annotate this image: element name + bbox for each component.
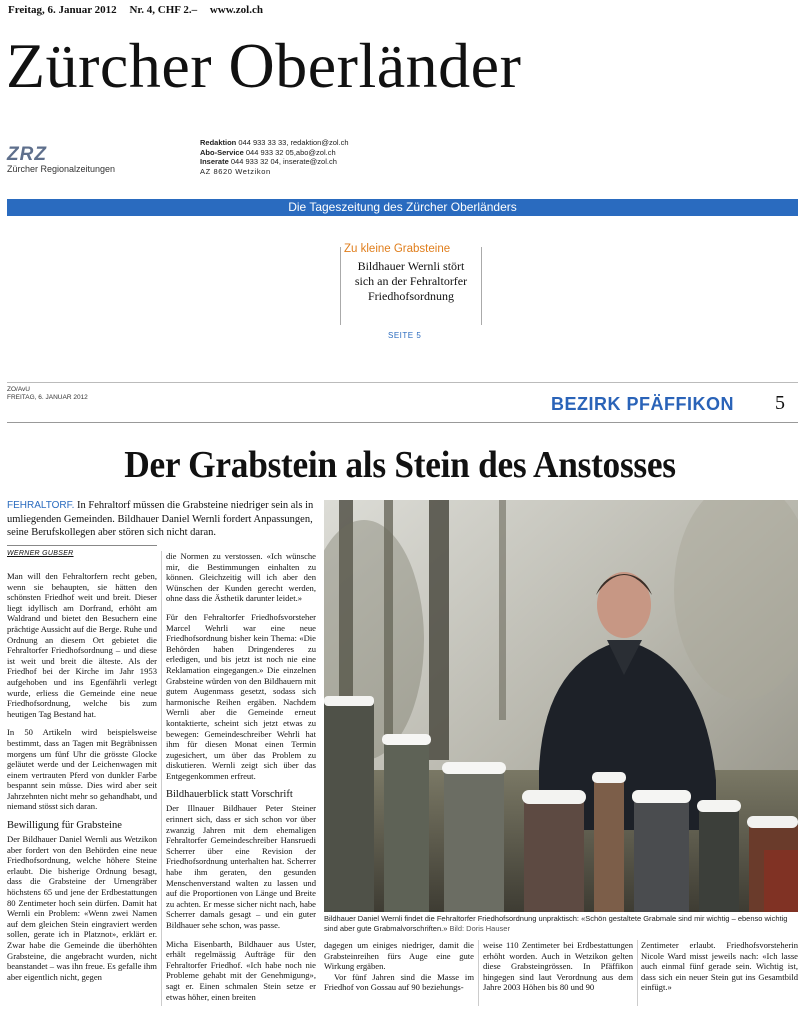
teaser-kicker: Zu kleine Grabsteine — [344, 243, 451, 255]
issue-number: Nr. 4, CHF 2.– — [129, 4, 198, 16]
dateline — [8, 4, 273, 16]
paragraph: Man will den Fehraltorfern recht geben, wenn sie behaupten, sie hätten den schönsten Friedhof weit und breit. Dieser liegt idyllisch am Dorfrand, erhöht am Waldrand und bietet den Besuchern eine prächtige Aussicht auf die Berge. Ruhe und Ordnung an diesem Ort gebietet die Fehraltorfer Friedhofsordnung – und diese ist weit und breit die älteste. Als der Friedhof bei der Kirche im Jahr 1953 aufgehoben und ins Egenfährli verlegt wurde, erliess die Gemeinde eine neue Friedhofsordnung, welche bis zum heutigen Tag Bestand hat. — [7, 571, 157, 719]
photo-credit: Bild: Doris Hauser — [449, 923, 510, 933]
issue-date: Freitag, 6. Januar 2012 — [8, 4, 117, 16]
zrz-logo — [7, 146, 115, 174]
subheading: Bildhauerblick statt Vorschrift — [166, 789, 293, 801]
contact-abo: Abo-Service 044 933 32 05,abo@zol.ch — [200, 147, 336, 157]
article-lead — [7, 499, 315, 540]
subheading: Bewilligung für Grabsteine — [7, 820, 122, 832]
header-rule — [7, 422, 798, 423]
paragraph: die Normen zu verstossen. «Ich wünsche mir, die Bestimmungen einhalten zu können. Gleichzeitig will ich aber den Wünschen der Kunden gerecht werden, ohne dass die Ästhetik darunter leidet.» — [166, 551, 316, 604]
newspaper-title: Zürcher Oberländer — [6, 30, 522, 101]
contact-redaktion: Redaktion 044 933 33 33, redaktion@zol.ch — [200, 138, 349, 147]
paragraph: Der Bildhauer Daniel Wernli aus Wetzikon aber fordert von den Behörden eine neue Friedhofsordnung, welche höhere Steine erlaubt. Die bisherige Ordnung besagt, dass die Grabsteine der Urnengräber höchstens 65 und jene der Erdbestattungen 80 Zentimeter hoch sein dürfen. Damit hat Wernli ein Problem: «Wenn zwei Namen auf dem gleichen Stein eingraviert werden sollen, gerate ich in Platznot», erklärt er. Zwar habe die Gemeinde die überhöhten Grabsteine, die angebracht wurden, nicht beanstandet – was ihn freue. Es gefalle ihm aber eigentlich nicht, gegen — [7, 834, 157, 982]
page-number: 5 — [775, 392, 785, 414]
paragraph: Der Illnauer Bildhauer Peter Steiner erinnert sich, dass er sich schon vor über zwanzig Jahren mit dem ehemaligen Fehraltorfer Gemeindeschreiber Hansruedi Scherrer über eine Revision der Friedhofsordnung unterhalten hat. Scherrer habe ihm geraten, den gesunden Menschenverstand walten zu lassen und auf die Proportionen von Länge und Breite zu achten. Er messe sicher nicht nach, habe Scherrer damals gesagt – und ein guter Bildhauer sehe schon, was passe. — [166, 803, 316, 930]
paragraph: Vor fünf Jahren sind die Masse im Friedhof von Gossau auf 90 beziehungs- — [324, 971, 474, 993]
paragraph: Für den Fehraltorfer Friedhofsvorsteher Marcel Wehrli war eine neue Friedhofsordnung bisher kein Thema: «Die Behörden haben Dringenderes zu erledigen, und bis jetzt ist noch nie eine Reklamation eingegangen.» Die einzelnen Grabsteine würden von den Bildhauern mit gutem Augenmass gesetzt, sodass sich harmonische Reihen ergäben. Nachdem Wernli aber die Gemeinde erneut kontaktierte, scheint sich jetzt etwas zu bewegen: Gemeindeschreiber Wehrli hat ihm für diesen Monat einen Termin zugesichert, um über das Problem zu diskutieren. Wernli zeigt sich über das Entgegenkommen erfreut. — [166, 611, 316, 781]
lead-text: In Fehraltorf müssen die Grabsteine niedriger sein als in umliegenden Gemeinden. Bildhauer Daniel Wernli fordert Anpassungen, seine Berufskollegen aber stören sich nicht daran. — [7, 500, 314, 538]
article-column-4 — [483, 940, 633, 993]
teaser-box[interactable] — [340, 241, 482, 327]
contact-block — [200, 138, 349, 176]
column-rule — [478, 940, 479, 1006]
postal-line: AZ 8620 Wetzikon — [200, 166, 271, 176]
photo-illustration — [324, 500, 798, 912]
article-column-2 — [166, 551, 316, 1010]
photo-caption — [324, 914, 798, 933]
article-headline: Der Grabstein als Stein des Anstosses — [124, 444, 676, 486]
teaser-text: Bildhauer Wernli stört sich an der Fehraltorfer Friedhofsordnung — [354, 259, 468, 303]
article-column-5 — [641, 940, 798, 993]
paragraph: Zentimeter erlaubt. Friedhofsvorsteherin Nicole Ward misst jeweils nach: «Ich lasse auch einmal fünf gerade sein. Wichtig ist, dass sich ein neuer Stein gut ins Gesamtbild einfügt.» — [641, 940, 798, 993]
teaser-page-ref[interactable]: SEITE 5 — [388, 331, 422, 340]
section-meta: ZO/AvU FREITAG, 6. JANUAR 2012 — [7, 386, 88, 401]
lead-place: FEHRALTORF. — [7, 500, 75, 511]
paragraph: weise 110 Zentimeter bei Erdbestattungen erhöht worden. Auch in Wetzikon gelten diese Grabsteingrössen. In Pfäffikon hingegen sind laut Verordnung aus dem Jahre 2003 Höhen bis 80 und 90 — [483, 940, 633, 993]
zrz-logo-letters: ZRZ — [7, 144, 47, 165]
website-link[interactable]: www.zol.ch — [209, 4, 263, 16]
article-column-3 — [324, 940, 474, 993]
paragraph: Micha Eisenbarth, Bildhauer aus Uster, erhält regelmässig Aufträge für den Fehraltorfer Friedhof. «Ich habe noch nie Probleme gehabt mit der Genehmigung», sagt er. Einen schmalen Stein setze er etwas höher, einen breiten — [166, 938, 316, 1002]
paragraph: In 50 Artikeln wird beispielsweise bestimmt, dass an Tagen mit Begräbnissen morgens um fünf Uhr die grösste Glocke geläutet werde und der Leichenwagen mit einem vertrauten Pferd von dunkler Farbe bespannt sein müsse. Dies wird aber seit Jahrzehnten nicht mehr so gehandhabt, und niemand stösst sich daran. — [7, 727, 157, 812]
contact-inserate: Inserate 044 933 32 04, inserate@zol.ch — [200, 157, 337, 166]
author-rule — [7, 545, 157, 546]
paragraph: dagegen um einiges niedriger, damit die Grabsteinreihen fürs Auge eine gute Wirkung ergäben. — [324, 940, 474, 972]
section-title: BEZIRK PFÄFFIKON — [551, 394, 734, 414]
article-author: WERNER GUBSER — [7, 550, 74, 557]
column-rule — [637, 940, 638, 1006]
zrz-logo-subtitle: Zürcher Regionalzeitungen — [7, 164, 116, 174]
article-column-1 — [7, 571, 157, 990]
tagline-bar: Die Tageszeitung des Zürcher Oberländers — [7, 199, 798, 216]
article-photo[interactable] — [324, 500, 798, 912]
caption-text: Bildhauer Daniel Wernli findet die Fehraltorfer Friedhofsordnung unpraktisch: «Schön gestaltete Grabmale sind mir wichtig – ebenso wichtig sind aber gute Grabmalvorschriften.» — [324, 914, 788, 933]
column-rule — [161, 551, 162, 1006]
page-top-rule — [7, 382, 798, 383]
